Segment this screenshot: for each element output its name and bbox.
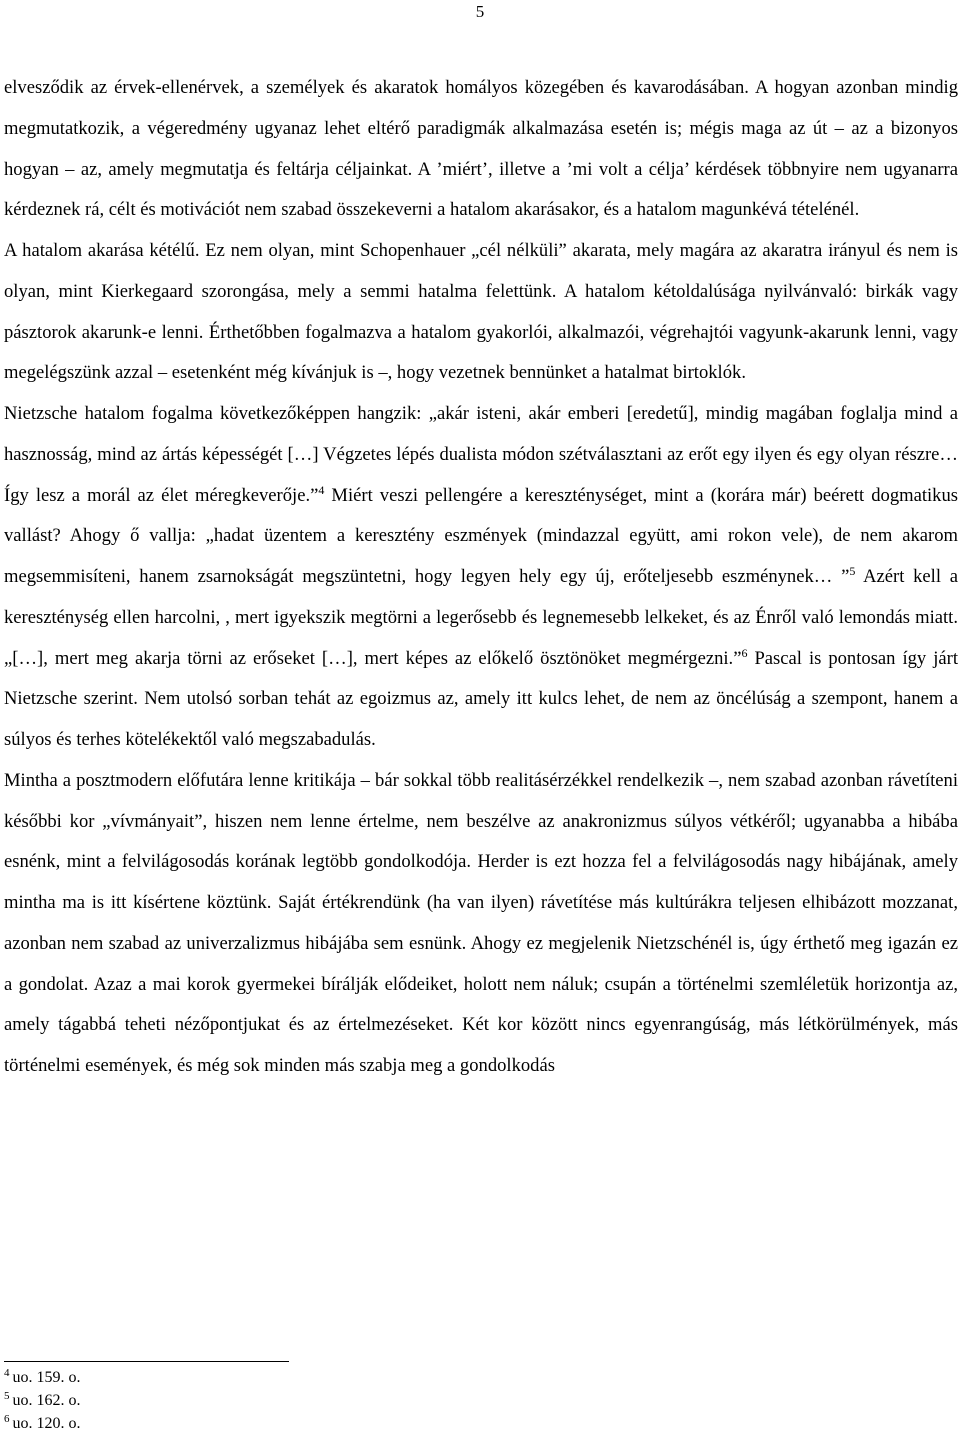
footnote-text: uo. 120. o. bbox=[12, 1415, 81, 1432]
paragraph bbox=[4, 394, 958, 761]
footnote-reference: 4 bbox=[318, 482, 325, 497]
footnote bbox=[4, 1412, 404, 1435]
paragraph-text: Azért kell a kereszténység ellen harcolni, , mert igyekszik megtörni a legerősebb és legnemesebb lelkeket, és az Énről való lemondás miatt. „[…], mert meg akarja törni az erőseket […], mert képes az előkelő ösztönöket megmérgezni.” bbox=[4, 566, 958, 669]
paragraph-text: Miért veszi pellengére a kereszténységet, mint a (korára már) beérett dogmatikus vallást? Ahogy ő vallja: „hadat üzentem a keresztény eszmények (mindazzal együtt, ami rokon vele), de nem akarom megsemmisíteni, hanem zsarnokságát megszüntetni, hogy legyen hely egy új, erőteljesebb eszménynek… ” bbox=[4, 484, 959, 587]
footnotes bbox=[4, 1366, 404, 1435]
page-number: 5 bbox=[475, 2, 485, 21]
footnote-mark: 6 bbox=[4, 1413, 10, 1425]
footnote-text: uo. 162. o. bbox=[12, 1392, 81, 1409]
paragraph bbox=[4, 68, 958, 231]
paragraph-text: Pascal is pontosan így járt Nietzsche szerint. Nem utolsó sorban tehát az egoizmus az, amely itt kulcs lehet, de nem az öncélúság a szempont, hanem a súlyos és terhes kötelékektől való megszabadulás. bbox=[4, 647, 959, 750]
footnote-reference: 6 bbox=[741, 645, 748, 660]
paragraph bbox=[4, 231, 958, 394]
body-text bbox=[4, 68, 958, 1087]
paragraph-text: A hatalom akarása kétélű. Ez nem olyan, mint Schopenhauer „cél nélküli” akarata, mely magára az akaratra irányul és nem is olyan, mint Kierkegaard szorongása, mely a semmi hatalma felettünk. A hatalom kétoldalúsága nyilvánvaló: birkák vagy pásztorok akarunk-e lenni. Érthetőbben fogalmazva a hatalom gyakorlói, alkalmazói, végrehajtói vagyunk-akarunk lenni, vagy megelégszünk azzal – esetenként még kívánjuk is –, hogy vezetnek bennünket a hatalmat birtoklók. bbox=[4, 240, 958, 384]
footnote-mark: 4 bbox=[4, 1367, 10, 1379]
footnote-text: uo. 159. o. bbox=[12, 1369, 81, 1386]
footnote bbox=[4, 1366, 404, 1389]
paragraph-text: elvesződik az érvek-ellenérvek, a személyek és akaratok homályos közegében és kavarodásában. A hogyan azonban mindig megmutatkozik, a végeredmény ugyanaz lehet eltérő paradigmák alkalmazása esetén is; mégis maga az út – az a bizonyos hogyan – az, amely megmutatja és feltárja céljainkat. A ’miért’, illetve a ’mi volt a célja’ kérdések többnyire nem ugyanarra kérdeznek rá, célt és motivációt nem szabad összekeverni a hatalom akarásakor, és a hatalom magunkévá tételénél. bbox=[4, 77, 958, 221]
footnote-mark: 5 bbox=[4, 1390, 10, 1402]
paragraph-text: Mintha a posztmodern előfutára lenne kritikája – bár sokkal több realitásérzékkel rendelkezik –, nem szabad azonban rávetíteni későbbi kor „vívmányait”, hiszen nem lenne értelme, nem beszélve az anakronizmus súlyos vétkéről; ugyanabba a hibába esnénk, mint a felvilágosodás korának legtöbb gondolkodója. Herder is ezt hozza fel a felvilágosodás nagy hibájának, amely mintha ma is itt kísértene köztünk. Saját értékrendünk (ha van ilyen) rávetítése más kultúrákra teljesen elhibázott mozzanat, azonban nem szabad az univerzalizmus hibájába sem esnünk. Ahogy ez megjelenik Nietzschénél is, úgy érthető meg igazán ez a gondolat. Azaz a mai korok gyermekei bírálják elődeiket, holott nem náluk; csupán a történelmi szemléletük horizontja az, amely tágabbá teheti nézőpontjukat és az értelmezéseket. Két kor között nincs egyenrangúság, más létkörülmények, más történelmi események, és még sok minden más szabja meg a gondolkodás bbox=[4, 769, 958, 1076]
footnote bbox=[4, 1389, 404, 1412]
footnote-separator bbox=[4, 1361, 289, 1362]
footnote-reference: 5 bbox=[849, 564, 856, 578]
paragraph-text: Nietzsche hatalom fogalma következőképpen hangzik: „akár isteni, akár emberi [eredetű], mindig magában foglalja mind a hasznosság, mind az ártás képességét […] Végzetes lépés dualista módon szétválasztani az erőt egy ilyen és egy olyan részre… Így lesz a morál az élet méregkeverője.” bbox=[4, 403, 958, 506]
paragraph bbox=[4, 761, 958, 1087]
